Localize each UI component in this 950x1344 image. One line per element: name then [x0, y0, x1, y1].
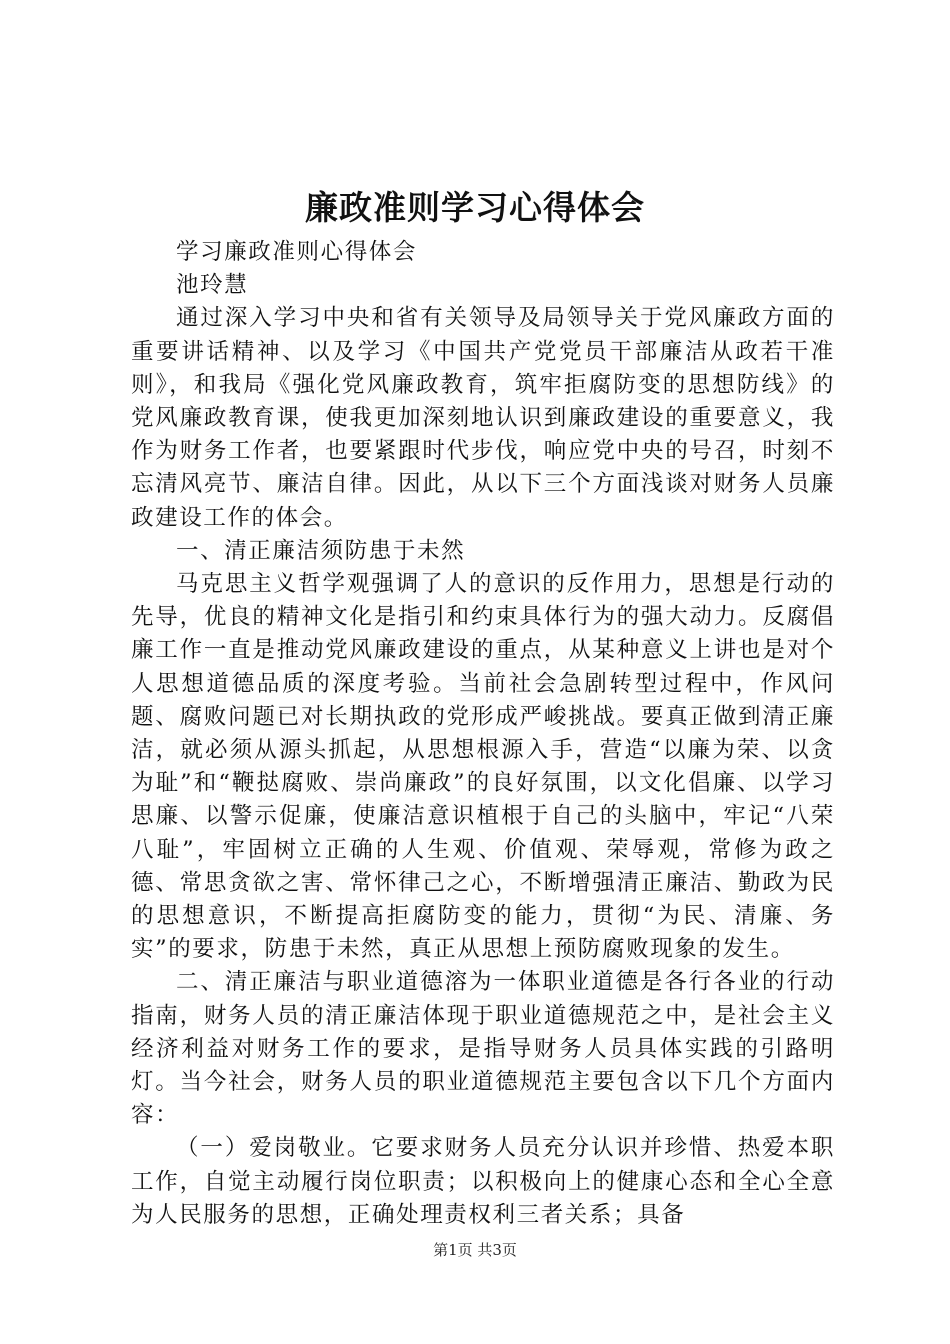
- paragraph-section-2: 二、清正廉洁与职业道德溶为一体职业道德是各行各业的行动指南，财务人员的清正廉洁体现于职业道德规范之中，是社会主义经济利益对财务工作的要求，是指导财务人员具体实践的引路明灯。当今社会，财务人员的职业道德规范主要包含以下几个方面内容：: [131, 969, 835, 1129]
- subtitle: 学习廉政准则心得体会: [176, 239, 418, 265]
- paragraph-section-1: 马克思主义哲学观强调了人的意识的反作用力，思想是行动的先导，优良的精神文化是指引和约束具体行为的强大动力。反腐倡廉工作一直是推动党风廉政建设的重点，从某种意义上讲也是对个人思想道德品质的深度考验。当前社会急剧转型过程中，作风问题、腐败问题已对长期执政的党形成严峻挑战。要真正做到清正廉洁，就必须从源头抓起，从思想根源入手，营造“以廉为荣、以贪为耻”和“鞭挞腐败、崇尚廉政”的良好氛围，以文化倡廉、以学习思廉、以警示促廉，使廉洁意识植根于自己的头脑中，牢记“八荣八耻”，牢固树立正确的人生观、价值观、荣辱观，常修为政之德、常思贪欲之害、常怀律己之心，不断增强清正廉洁、勤政为民的思想意识，不断提高拒腐防变的能力，贯彻“为民、清廉、务实”的要求，防患于未然，真正从思想上预防腐败现象的发生。: [131, 571, 835, 963]
- document-body: [131, 236, 835, 1232]
- paragraph-item-1: （一）爱岗敬业。它要求财务人员充分认识并珍惜、热爱本职工作，自觉主动履行岗位职责；以积极向上的健康心态和全心全意为人民服务的思想，正确处理责权利三者关系；具备: [131, 1135, 835, 1228]
- document-title: 廉政准则学习心得体会: [305, 188, 645, 227]
- author: 池玲慧: [176, 272, 249, 299]
- paragraph-intro: 通过深入学习中央和省有关领导及局领导关于党风廉政方面的重要讲话精神、以及学习《中国共产党党员干部廉洁从政若干准则》，和我局《强化党风廉政教育，筑牢拒腐防变的思想防线》的党风廉政教育课，使我更加深刻地认识到廉政建设的重要意义，我作为财务工作者，也要紧跟时代步伐，响应党中央的号召，时刻不忘清风亮节、廉洁自律。因此，从以下三个方面浅谈对财务人员廉政建设工作的体会。: [131, 305, 835, 531]
- section-heading-1: 一、清正廉洁须防患于未然: [176, 537, 466, 564]
- page-footer: 第1页 共3页: [433, 1241, 517, 1259]
